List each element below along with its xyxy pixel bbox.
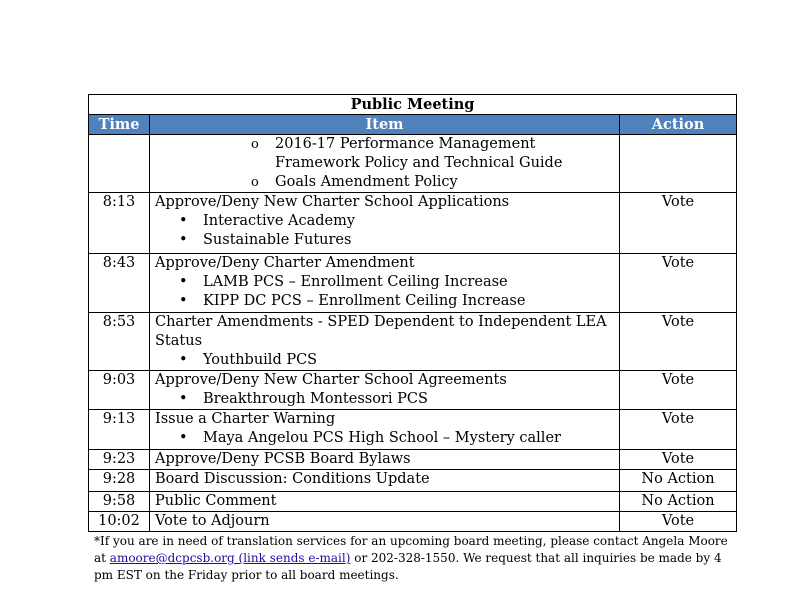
footnote-text: *If you are in need of translation services for an upcoming board meeting, please contact Angela Moore at	[94, 534, 728, 565]
time-cell: 8:43	[89, 254, 150, 313]
sub-item: • LAMB PCS – Enrollment Ceiling Increase	[155, 273, 614, 292]
table-header-row	[89, 115, 737, 135]
action-cell: No Action	[620, 492, 737, 512]
sub-item: • Breakthrough Montessori PCS	[155, 390, 614, 409]
item-cell	[150, 492, 620, 512]
action-cell	[620, 135, 737, 193]
table-row	[89, 492, 737, 512]
table-row	[89, 193, 737, 254]
time-cell: 9:13	[89, 410, 150, 450]
table-row	[89, 313, 737, 371]
action-cell: Vote	[620, 450, 737, 470]
item-title: Public Comment	[155, 493, 277, 509]
table-title: Public Meeting	[89, 95, 737, 115]
item-title: Vote to Adjourn	[155, 513, 270, 529]
item-cell	[150, 193, 620, 254]
time-cell	[89, 135, 150, 193]
sub-item-list	[155, 390, 614, 409]
email-link[interactable]: amoore@dcpcsb.org (link sends e-mail)	[109, 551, 351, 565]
action-cell: Vote	[620, 313, 737, 371]
item-cell	[150, 254, 620, 313]
action-cell: Vote	[620, 512, 737, 532]
action-cell: Vote	[620, 371, 737, 410]
item-title: Charter Amendments - SPED Dependent to Independent LEA Status	[155, 314, 607, 349]
item-cell	[150, 371, 620, 410]
time-cell: 9:23	[89, 450, 150, 470]
item-title: Board Discussion: Conditions Update	[155, 471, 430, 487]
table-row	[89, 371, 737, 410]
item-cell	[150, 470, 620, 492]
time-cell: 8:13	[89, 193, 150, 254]
sub-item: • KIPP DC PCS – Enrollment Ceiling Increase	[155, 292, 614, 311]
agenda-table	[88, 94, 737, 532]
table-row	[89, 450, 737, 470]
sub-item: • Youthbuild PCS	[155, 351, 614, 370]
item-cell	[150, 450, 620, 470]
footnote	[94, 533, 734, 584]
item-cell	[150, 135, 620, 193]
item-title: Approve/Deny Charter Amendment	[155, 255, 415, 271]
item-title: Approve/Deny PCSB Board Bylaws	[155, 451, 411, 467]
header-item: Item	[150, 115, 620, 135]
sub-item-list	[155, 273, 614, 311]
item-cell	[150, 313, 620, 371]
item-title: Issue a Charter Warning	[155, 411, 336, 427]
footnote-text-after: or 202-328-1550. We request that all inquiries be made by 4 pm EST on the Friday prior to all board meetings.	[94, 551, 722, 582]
action-cell: No Action	[620, 470, 737, 492]
action-cell: Vote	[620, 193, 737, 254]
sub-item: • Sustainable Futures	[155, 231, 614, 250]
table-row	[89, 254, 737, 313]
table-row-continued	[89, 135, 737, 193]
time-cell: 10:02	[89, 512, 150, 532]
header-action: Action	[620, 115, 737, 135]
table-row	[89, 512, 737, 532]
table-title-row	[89, 95, 737, 115]
table-row	[89, 470, 737, 492]
item-title: Approve/Deny New Charter School Applications	[155, 194, 510, 210]
sub-item: o 2016-17 Performance Management Framework Policy and Technical Guide	[155, 135, 614, 173]
action-cell: Vote	[620, 410, 737, 450]
sub-item: o Goals Amendment Policy	[155, 173, 614, 192]
sub-item-list	[155, 429, 614, 448]
sub-item-list	[155, 351, 614, 370]
sub-item-list	[155, 135, 614, 192]
action-cell: Vote	[620, 254, 737, 313]
time-cell: 9:28	[89, 470, 150, 492]
sub-item: • Interactive Academy	[155, 212, 614, 231]
table-row	[89, 410, 737, 450]
item-cell	[150, 410, 620, 450]
time-cell: 8:53	[89, 313, 150, 371]
sub-item-list	[155, 212, 614, 250]
sub-item: • Maya Angelou PCS High School – Mystery caller	[155, 429, 614, 448]
time-cell: 9:58	[89, 492, 150, 512]
header-time: Time	[89, 115, 150, 135]
time-cell: 9:03	[89, 371, 150, 410]
item-title: Approve/Deny New Charter School Agreements	[155, 372, 507, 388]
item-cell	[150, 512, 620, 532]
